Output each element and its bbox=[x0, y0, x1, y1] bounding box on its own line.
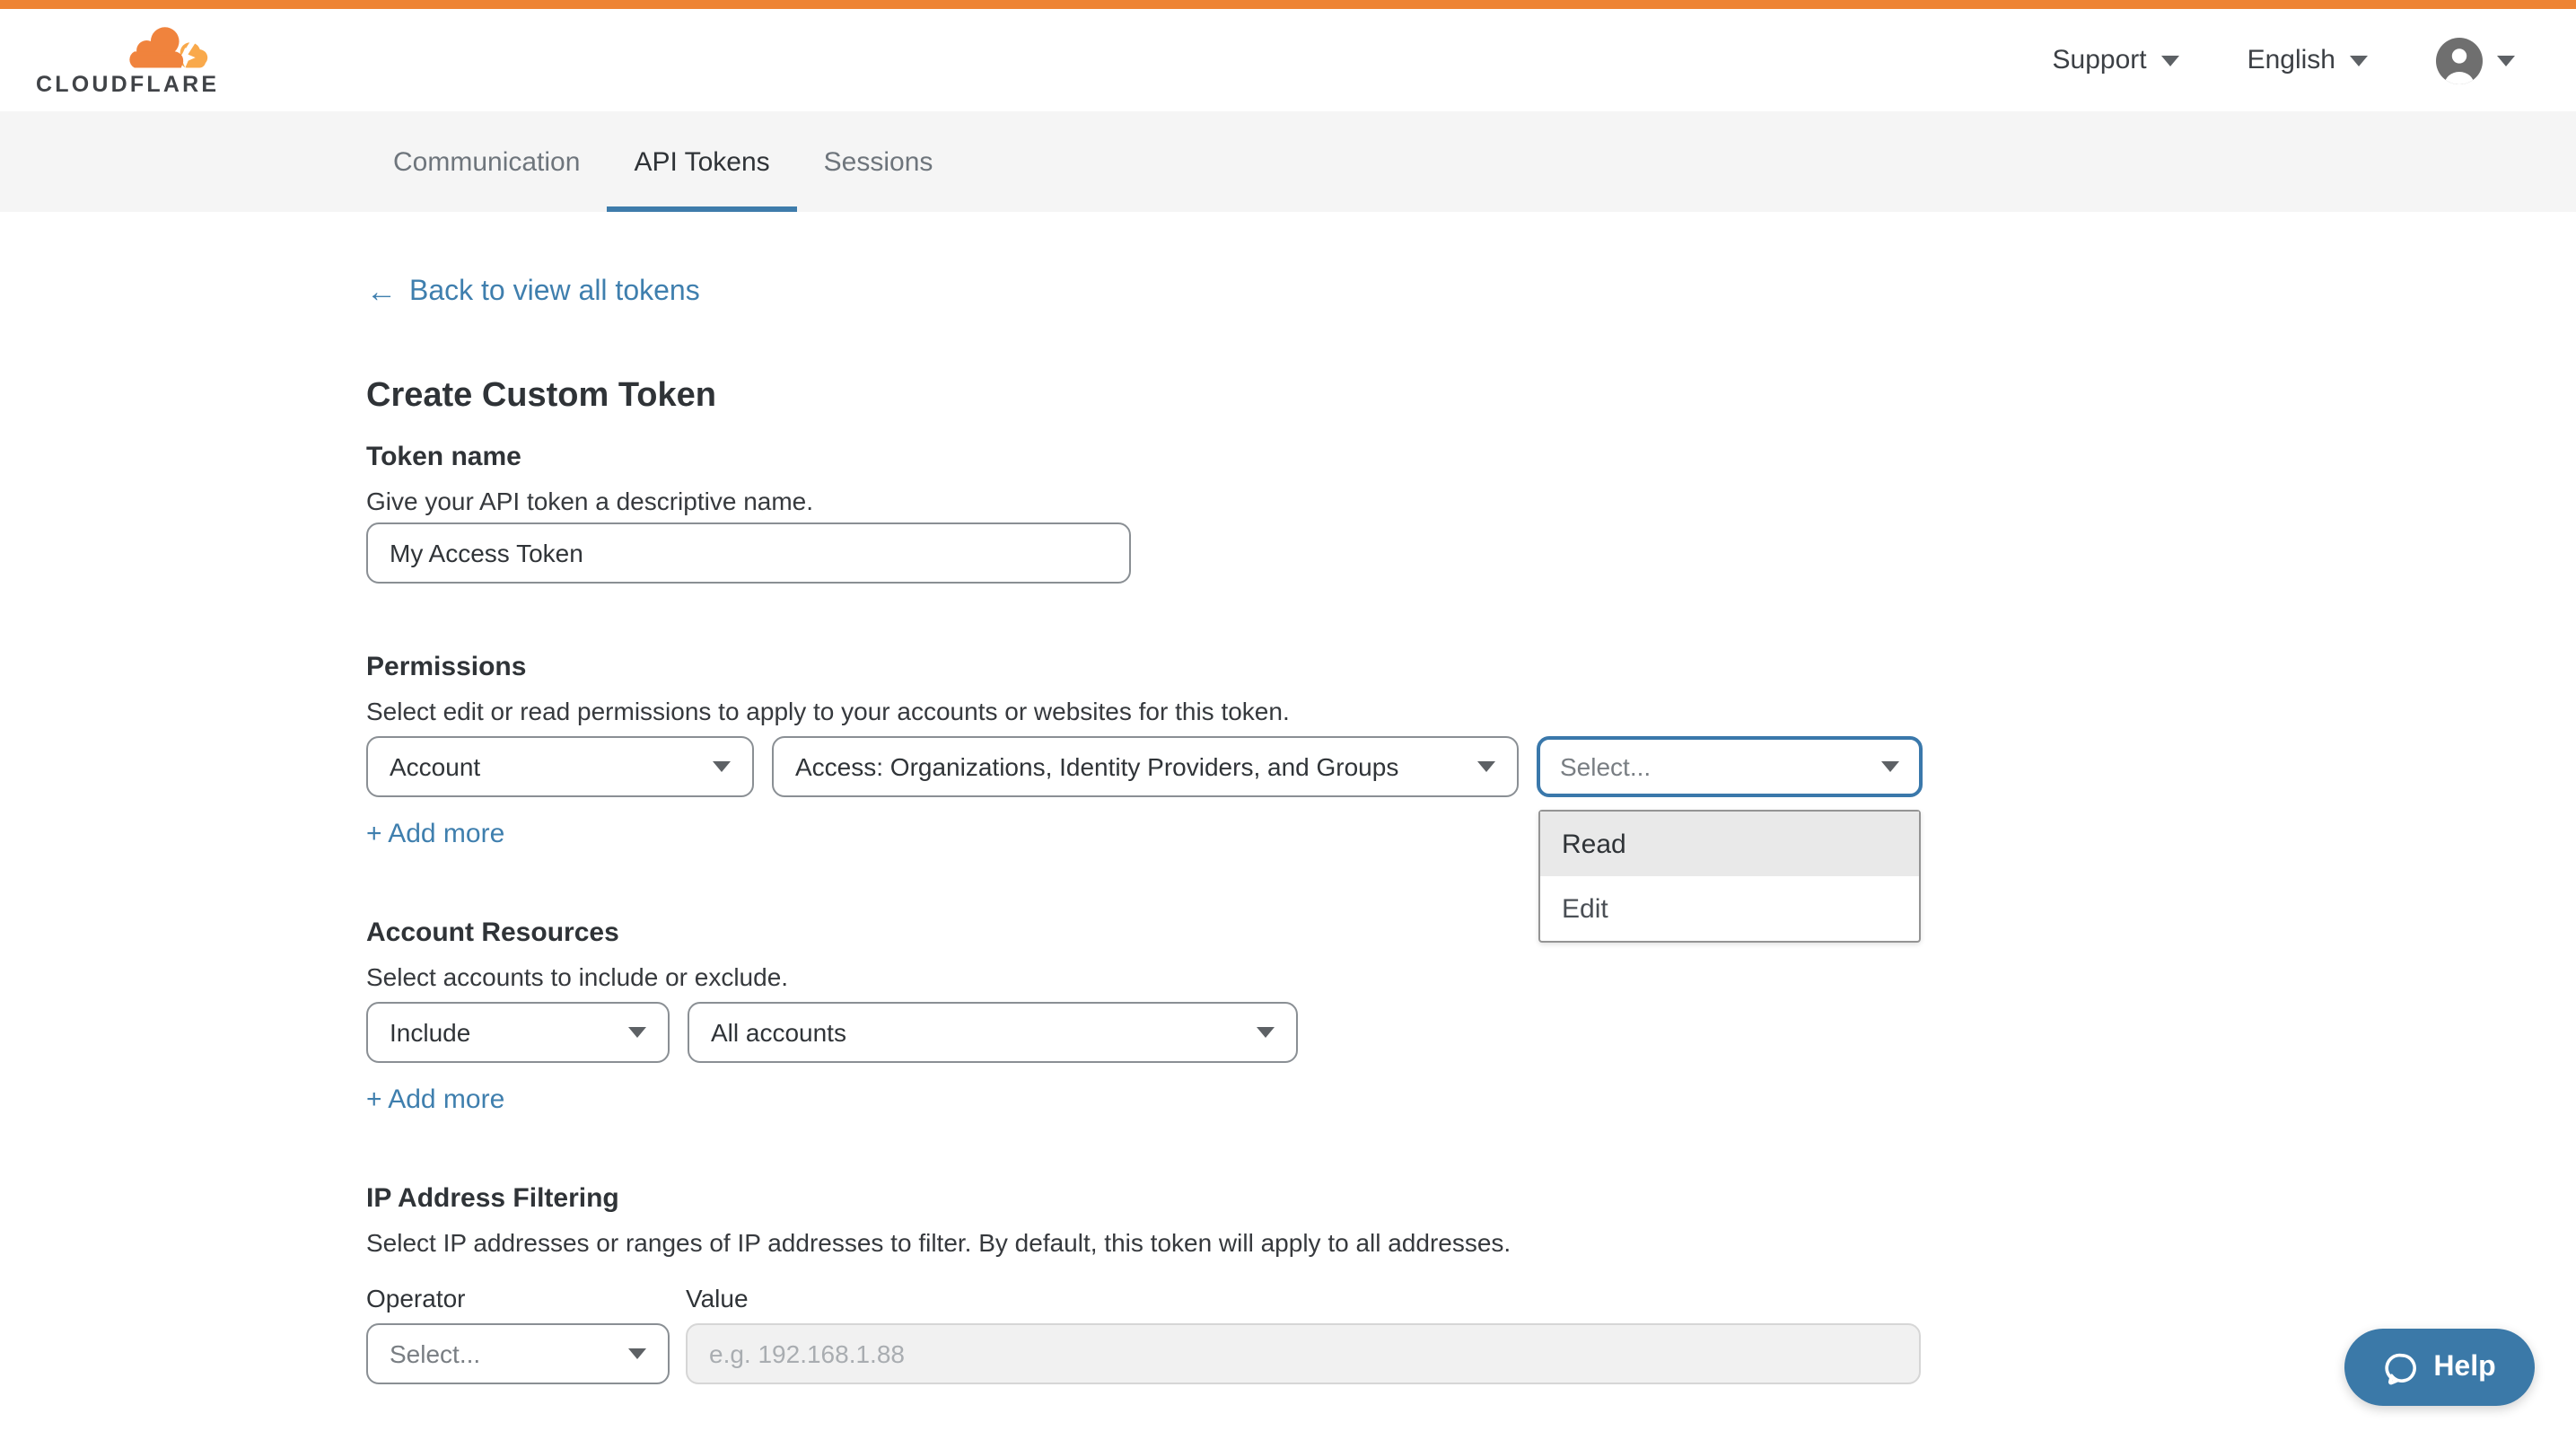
tab-bar bbox=[0, 111, 2576, 212]
access-option-read[interactable]: Read bbox=[1540, 812, 1919, 876]
token-name-description: Give your API token a descriptive name. bbox=[366, 487, 814, 515]
language-menu[interactable] bbox=[2247, 45, 2368, 75]
top-accent-bar bbox=[0, 0, 2576, 9]
chevron-down-icon bbox=[2497, 55, 2515, 66]
ip-filtering-heading: IP Address Filtering bbox=[366, 1183, 619, 1214]
header-right bbox=[2053, 37, 2516, 83]
account-menu[interactable] bbox=[2436, 37, 2515, 83]
resource-accounts-select[interactable] bbox=[688, 1002, 1298, 1063]
tab-label: Communication bbox=[393, 146, 581, 177]
main-content bbox=[366, 212, 1923, 1384]
ip-filtering-row bbox=[366, 1323, 1923, 1384]
permissions-heading: Permissions bbox=[366, 652, 527, 682]
ip-filtering-description: Select IP addresses or ranges of IP addresses to filter. By default, this token will apply to all addresses. bbox=[366, 1228, 1511, 1257]
cloudflare-cloud-icon bbox=[126, 25, 208, 72]
account-resources-add-more-link[interactable]: + Add more bbox=[366, 1084, 505, 1115]
ip-operator-placeholder: Select... bbox=[390, 1339, 481, 1368]
permissions-description: Select edit or read permissions to apply to your accounts or websites for this token. bbox=[366, 697, 1290, 725]
resource-mode-select[interactable] bbox=[366, 1002, 670, 1063]
permission-access-select[interactable] bbox=[1537, 736, 1923, 924]
chevron-down-icon bbox=[2161, 55, 2179, 66]
chevron-down-icon bbox=[713, 761, 731, 772]
value-label: Value bbox=[686, 1284, 749, 1312]
help-button-label: Help bbox=[2433, 1351, 2496, 1382]
chevron-down-icon bbox=[1257, 1027, 1275, 1038]
permission-scope-select[interactable] bbox=[366, 736, 754, 797]
permission-access-placeholder: Select... bbox=[1560, 752, 1652, 781]
header bbox=[0, 9, 2576, 111]
permissions-add-more-link[interactable]: + Add more bbox=[366, 819, 505, 849]
cloudflare-wordmark: CLOUDFLARE bbox=[36, 72, 220, 97]
support-label: Support bbox=[2052, 45, 2147, 75]
permission-resource-value: Access: Organizations, Identity Providers, and Groups bbox=[795, 752, 1399, 781]
account-resources-description: Select accounts to include or exclude. bbox=[366, 962, 789, 991]
cloudflare-logo[interactable] bbox=[36, 25, 219, 95]
permission-scope-value: Account bbox=[390, 752, 481, 781]
account-resources-heading: Account Resources bbox=[366, 917, 619, 948]
user-avatar-icon bbox=[2436, 37, 2483, 83]
chevron-down-icon bbox=[628, 1027, 646, 1038]
permission-resource-select[interactable] bbox=[772, 736, 1519, 797]
help-button[interactable] bbox=[2344, 1329, 2535, 1406]
chevron-down-icon bbox=[1477, 761, 1495, 772]
chat-bubble-icon bbox=[2383, 1349, 2419, 1385]
tab-label: API Tokens bbox=[634, 146, 770, 177]
tab-api-tokens[interactable] bbox=[607, 111, 796, 212]
back-to-tokens-link[interactable] bbox=[366, 277, 700, 309]
access-option-edit[interactable]: Edit bbox=[1562, 893, 1608, 924]
tab-communication[interactable] bbox=[366, 111, 607, 212]
support-menu[interactable] bbox=[2053, 45, 2179, 75]
tab-label: Sessions bbox=[823, 146, 933, 177]
language-label: English bbox=[2247, 45, 2335, 75]
access-dropdown-menu bbox=[1538, 810, 1921, 943]
ip-value-input[interactable] bbox=[686, 1323, 1921, 1384]
operator-label: Operator bbox=[366, 1284, 466, 1312]
chevron-down-icon bbox=[628, 1348, 646, 1359]
ip-filtering-labels bbox=[366, 1284, 1923, 1312]
back-link-label: Back to view all tokens bbox=[409, 277, 700, 307]
resource-mode-value: Include bbox=[390, 1018, 471, 1047]
ip-operator-select[interactable] bbox=[366, 1323, 670, 1384]
chevron-down-icon bbox=[1881, 761, 1899, 772]
token-name-heading: Token name bbox=[366, 442, 521, 472]
account-resources-row bbox=[366, 1002, 1923, 1063]
resource-accounts-value: All accounts bbox=[711, 1018, 846, 1047]
page-title: Create Custom Token bbox=[366, 377, 716, 415]
back-arrow-icon: ← bbox=[366, 275, 397, 309]
chevron-down-icon bbox=[2350, 55, 2368, 66]
tab-sessions[interactable] bbox=[797, 111, 960, 212]
token-name-input[interactable] bbox=[366, 522, 1131, 584]
